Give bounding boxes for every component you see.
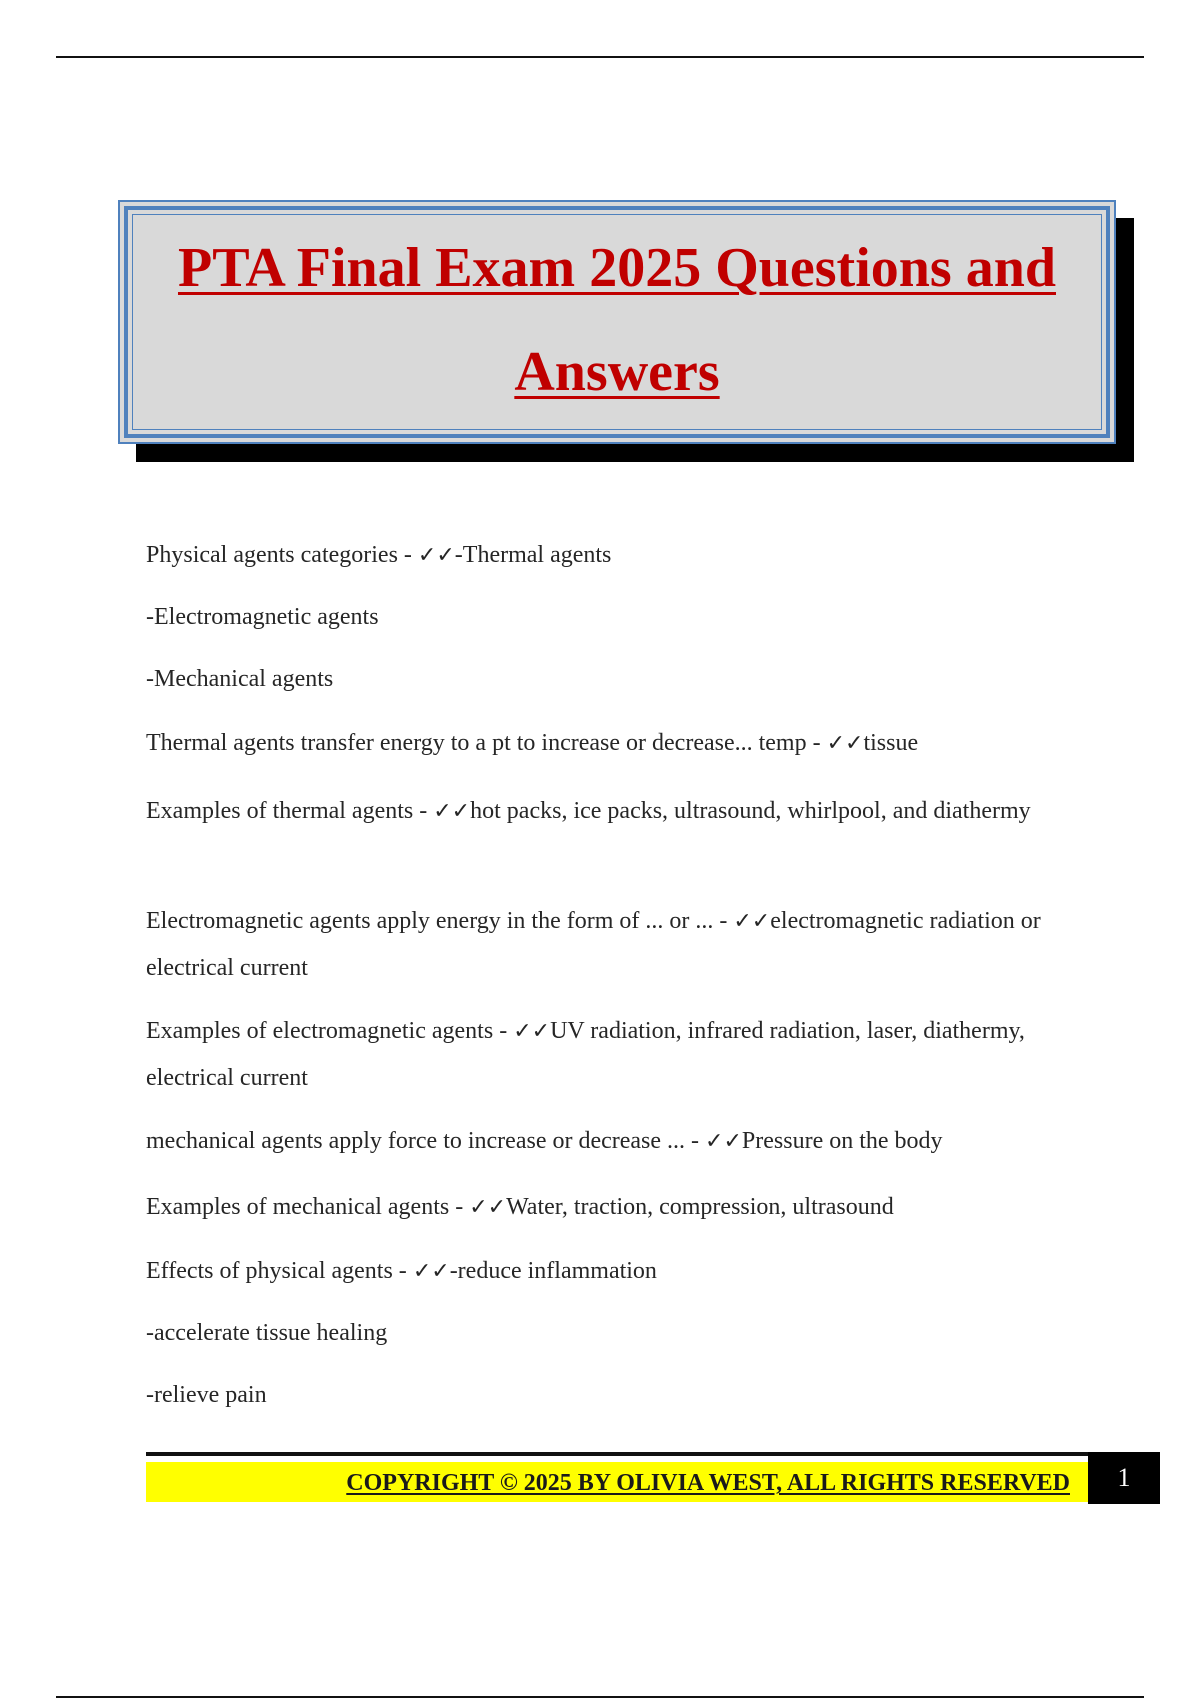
title-banner [118, 200, 1116, 444]
qa-item [146, 1310, 1046, 1356]
bottom-rule [56, 1696, 1144, 1698]
answer-text: hot packs, ice packs, ultrasound, whirlpool, and diathermy [470, 798, 1031, 824]
qa-item [146, 1008, 1046, 1101]
double-check-icon: ✓✓ [733, 909, 771, 934]
question-text: Electromagnetic agents apply energy in the form of ... or ... - [146, 908, 734, 934]
double-check-icon: ✓✓ [417, 543, 455, 568]
footer-rule [146, 1452, 1088, 1456]
qa-item [146, 788, 1046, 835]
question-text: Physical agents categories - [146, 542, 418, 568]
qa-item [146, 656, 1046, 702]
answer-text: UV radiation, infrared radiation, laser, diathermy, electrical current [146, 1018, 1025, 1091]
question-text: Effects of physical agents - [146, 1258, 413, 1284]
double-check-icon: ✓✓ [412, 1259, 450, 1284]
double-check-icon: ✓✓ [826, 731, 864, 756]
qa-item [146, 532, 1046, 579]
question-text: Examples of mechanical agents - [146, 1194, 470, 1220]
qa-item [146, 720, 1046, 767]
question-text: Examples of thermal agents - [146, 798, 434, 824]
answer-text: Water, traction, compression, ultrasound [506, 1194, 894, 1220]
qa-item [146, 1118, 1046, 1165]
double-check-icon: ✓✓ [469, 1195, 507, 1220]
document-title-line-1: PTA Final Exam 2025 Questions and [177, 237, 1056, 299]
answer-text: tissue [863, 730, 919, 756]
answer-text: -reduce inflammation [449, 1258, 657, 1284]
copyright-banner [146, 1462, 1088, 1502]
top-rule [56, 56, 1144, 58]
answer-continuation: -accelerate tissue healing [146, 1320, 388, 1346]
answer-text: -Thermal agents [454, 542, 612, 568]
document-title [120, 216, 1114, 424]
double-check-icon: ✓✓ [513, 1019, 551, 1044]
qa-item [146, 1372, 1046, 1418]
question-text: Examples of electromagnetic agents - [146, 1018, 514, 1044]
answer-continuation: -Electromagnetic agents [146, 604, 379, 630]
question-text: Thermal agents transfer energy to a pt to increase or decrease... temp - [146, 730, 827, 756]
qa-item [146, 1184, 1046, 1231]
answer-continuation: -Mechanical agents [146, 666, 334, 692]
page-number: 1 [1088, 1452, 1160, 1504]
question-text: mechanical agents apply force to increase or decrease ... - [146, 1128, 706, 1154]
double-check-icon: ✓✓ [705, 1129, 742, 1154]
answer-text: electromagnetic radiation or electrical current [146, 908, 1041, 981]
qa-item [146, 594, 1046, 640]
answer-text: Pressure on the body [741, 1128, 943, 1154]
qa-item [146, 1248, 1046, 1295]
qa-item [146, 898, 1046, 991]
copyright-text: COPYRIGHT © 2025 BY OLIVIA WEST, ALL RIGHTS RESERVED [346, 1470, 1070, 1496]
answer-continuation: -relieve pain [146, 1382, 267, 1408]
double-check-icon: ✓✓ [433, 799, 471, 824]
document-title-line-2: Answers [514, 341, 720, 403]
